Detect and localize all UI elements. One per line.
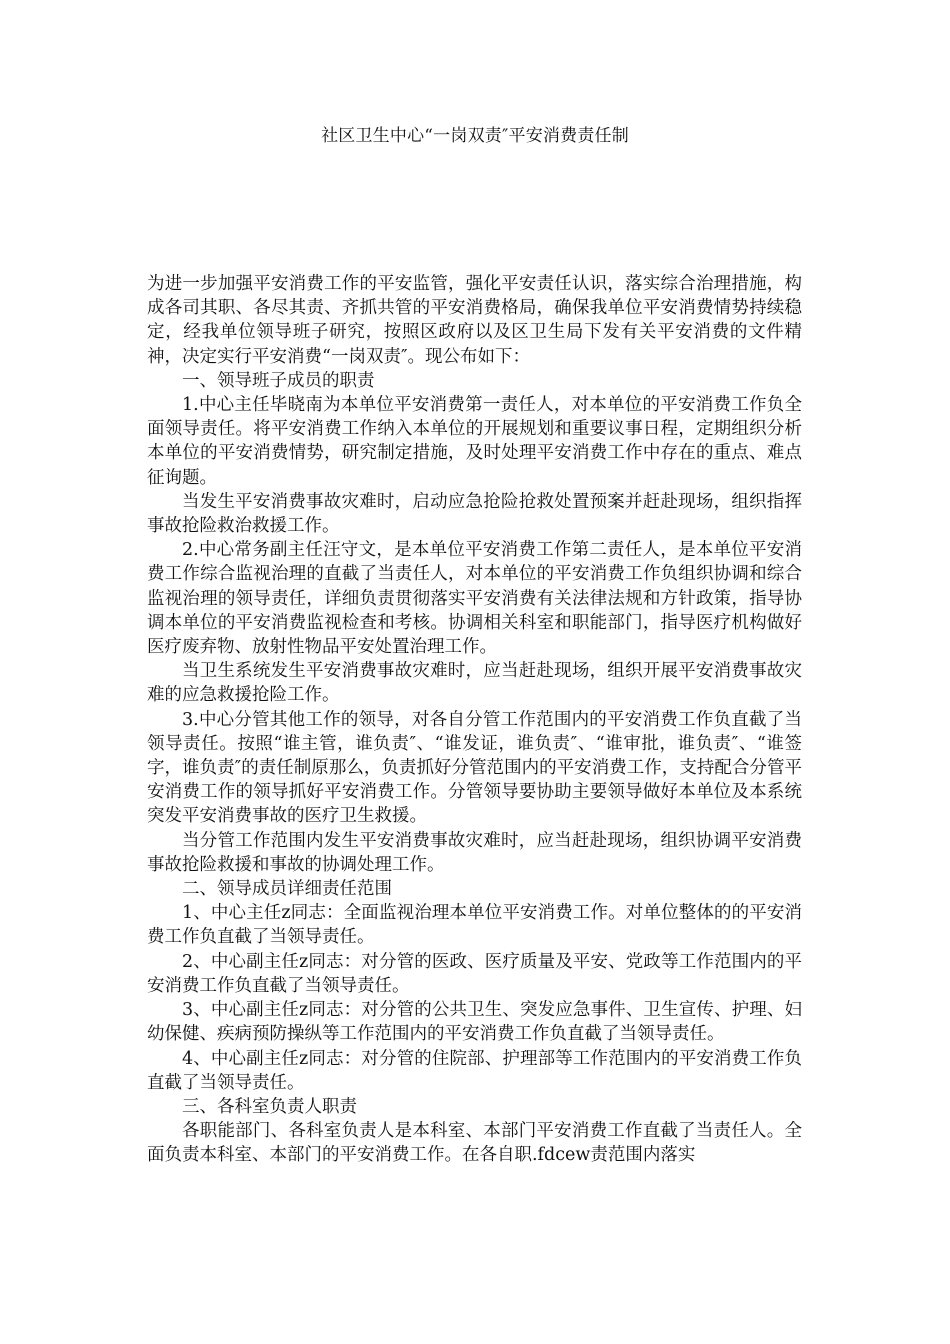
paragraph: 3.中心分管其他工作的领导，对各自分管工作范围内的平安消费工作负直截了当领导责任。按照“谁主管，谁负责″、“谁发证，谁负责″、“谁审批，谁负责″、“谁签字，谁负责″的责任制原那么，负责抓好分管范围内的平安消费工作，支持配合分管平安消费工作的领导抓好平安消费工作。分管领导要协助主要领导做好本单位及本系统突发平安消费事故的医疗卫生救援。 [147,709,802,827]
section-heading: 三、各科室负责人职责 [182,1096,357,1117]
paragraph: 2、中心副主任z同志：对分管的医政、医疗质量及平安、党政等工作范围内的平安消费工作负直截了当领导责任。 [147,951,802,996]
document-title: 社区卫生中心“一岗双责″平安消费责任制 [321,126,629,146]
paragraph: 当卫生系统发生平安消费事故灾难时，应当赶赴现场，组织开展平安消费事故灾难的应急救援抢险工作。 [147,661,802,706]
section-heading: 一、领导班子成员的职责 [182,370,375,391]
paragraph: 2.中心常务副主任汪守文，是本单位平安消费工作第二责任人，是本单位平安消费工作综合监视治理的直截了当责任人，对本单位的平安消费工作负组织协调和综合监视治理的领导责任，详细负责贯彻落实平安消费有关法律法规和方针政策，指导协调本单位的平安消费监视检查和考核。协调相关科室和职能部门，指导医疗机构做好医疗废弃物、放射性物品平安处置治理工作。 [147,540,802,658]
section-heading: 二、领导成员详细责任范围 [182,879,392,900]
paragraph: 当发生平安消费事故灾难时，启动应急抢险抢救处置预案并赶赴现场，组织指挥事故抢险救治救援工作。 [147,491,802,537]
paragraph: 当分管工作范围内发生平安消费事故灾难时，应当赶赴现场，组织协调平安消费事故抢险救援和事故的协调处理工作。 [147,830,802,875]
paragraph: 3、中心副主任z同志：对分管的公共卫生、突发应急事件、卫生宣传、护理、妇幼保健、疾病预防操纵等工作范围内的平安消费工作负直截了当领导责任。 [147,1000,802,1045]
paragraph: 1、中心主任z同志：全面监视治理本单位平安消费工作。对单位整体的的平安消费工作负直截了当领导责任。 [147,903,802,948]
paragraph: 4、中心副主任z同志：对分管的住院部、护理部等工作范围内的平安消费工作负直截了当领导责任。 [147,1048,802,1093]
paragraph: 1.中心主任毕晓南为本单位平安消费第一责任人，对本单位的平安消费工作负全面领导责任。将平安消费工作纳入本单位的开展规划和重要议事日程，定期组织分析本单位的平安消费情势，研究制定措施，及时处理平安消费工作中存在的重点、难点征询题。 [147,395,802,488]
paragraph: 为进一步加强平安消费工作的平安监管，强化平安责任认识，落实综合治理措施，构成各司其职、各尽其责、齐抓共管的平安消费格局，确保我单位平安消费情势持续稳定，经我单位领导班子研究，按照区政府以及区卫生局下发有关平安消费的文件精神，决定实行平安消费“一岗双责″。现公布如下： [147,274,802,367]
document-body [147,272,802,1168]
paragraph: 各职能部门、各科室负责人是本科室、本部门平安消费工作直截了当责任人。全面负责本科室、本部门的平安消费工作。在各自职.fdcew责范围内落实 [147,1121,802,1166]
